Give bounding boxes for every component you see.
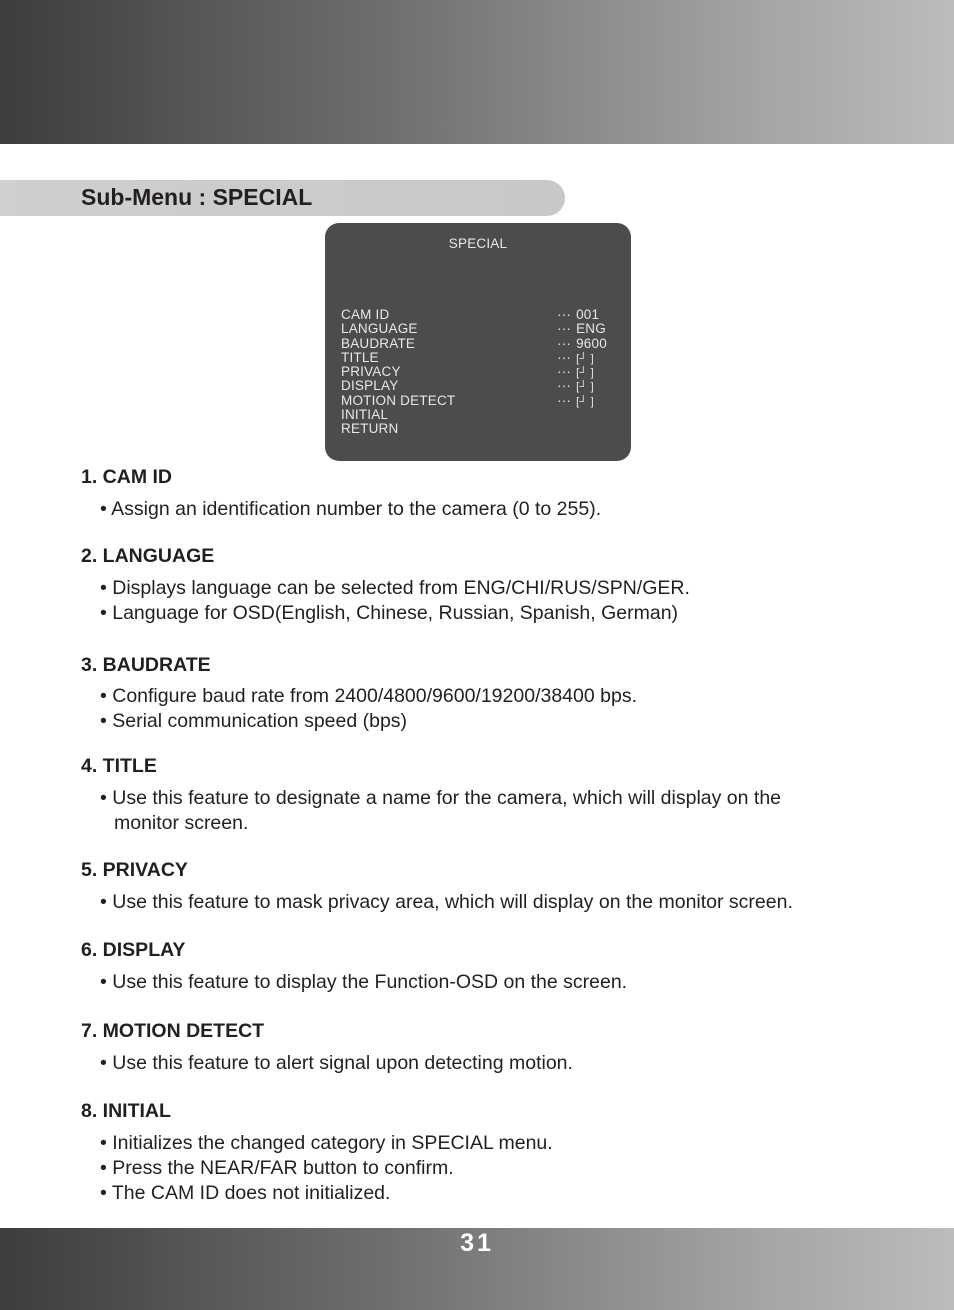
osd-menu-labels <box>341 308 455 437</box>
osd-label-cam-id: CAM ID <box>341 307 390 322</box>
item-heading-title: 4. TITLE <box>81 755 157 777</box>
enter-icon: [┘ ] <box>576 367 594 380</box>
item-bullet: • Serial communication speed (bps) <box>100 710 408 732</box>
item-bullet: • Use this feature to display the Function-OSD on the screen. <box>100 971 628 993</box>
osd-label-display: DISPLAY <box>341 378 399 394</box>
item-bullet: • Initializes the changed category in SPECIAL menu. <box>100 1132 553 1154</box>
osd-value-row-baudrate <box>557 337 607 351</box>
osd-menu-values <box>557 308 607 408</box>
osd-value-row-language <box>557 322 607 336</box>
osd-value-cam-id: 001 <box>576 307 600 322</box>
item-bullet: • Use this feature to mask privacy area, which will display on the monitor screen. <box>100 891 793 913</box>
osd-value-row-title <box>557 351 607 365</box>
osd-label-privacy: PRIVACY <box>341 364 401 380</box>
header-band <box>0 0 954 144</box>
osd-separator: ··· <box>557 364 572 380</box>
item-heading-cam-id: 1. CAM ID <box>81 466 173 488</box>
osd-label-language: LANGUAGE <box>341 321 418 337</box>
osd-value-row-privacy <box>557 365 607 379</box>
osd-label-motion-detect: MOTION DETECT <box>341 392 456 408</box>
osd-separator: ··· <box>557 307 572 322</box>
enter-icon: [┘ ] <box>576 395 594 408</box>
osd-value-row-motion-detect <box>557 394 607 408</box>
osd-special-menu-screen <box>325 223 631 461</box>
item-heading-initial: 8. INITIAL <box>81 1100 171 1122</box>
item-heading-display: 6. DISPLAY <box>81 939 186 961</box>
item-heading-privacy: 5. PRIVACY <box>81 859 188 881</box>
item-heading-motion-detect: 7. MOTION DETECT <box>81 1020 265 1042</box>
item-bullet: • Displays language can be selected from ENG/CHI/RUS/SPN/GER. <box>100 577 690 599</box>
enter-icon: [┘ ] <box>576 352 594 365</box>
item-bullet: • Press the NEAR/FAR button to confirm. <box>100 1157 454 1179</box>
osd-label-initial: INITIAL <box>341 407 389 423</box>
section-title: Sub-Menu : SPECIAL <box>81 184 313 210</box>
item-bullet-continuation: monitor screen. <box>114 812 249 834</box>
osd-value-row-cam-id <box>557 308 607 322</box>
osd-separator: ··· <box>557 335 572 351</box>
osd-separator: ··· <box>557 349 572 365</box>
enter-icon: [┘ ] <box>576 381 594 394</box>
osd-label-return: RETURN <box>341 421 399 437</box>
item-bullet: • Assign an identification number to the camera (0 to 255). <box>100 498 602 520</box>
osd-value-language: ENG <box>576 321 606 337</box>
page-number: 31 <box>460 1229 494 1257</box>
item-bullet: • Language for OSD(English, Chinese, Russian, Spanish, German) <box>100 602 679 624</box>
item-heading-baudrate: 3. BAUDRATE <box>81 654 211 676</box>
item-bullet: • Use this feature to designate a name for the camera, which will display on the <box>100 787 782 809</box>
osd-label-baudrate: BAUDRATE <box>341 335 416 351</box>
osd-menu-title: SPECIAL <box>448 236 508 251</box>
osd-value-baudrate: 9600 <box>576 335 607 351</box>
osd-value-row-display <box>557 379 607 393</box>
osd-label-title: TITLE <box>341 349 379 365</box>
item-bullet: • Use this feature to alert signal upon detecting motion. <box>100 1052 573 1074</box>
osd-separator: ··· <box>557 378 572 394</box>
osd-separator: ··· <box>557 321 572 337</box>
item-bullet: • Configure baud rate from 2400/4800/9600/19200/38400 bps. <box>100 685 637 707</box>
item-bullet: • The CAM ID does not initialized. <box>100 1182 391 1204</box>
item-heading-language: 2. LANGUAGE <box>81 545 215 567</box>
osd-separator: ··· <box>557 392 572 408</box>
